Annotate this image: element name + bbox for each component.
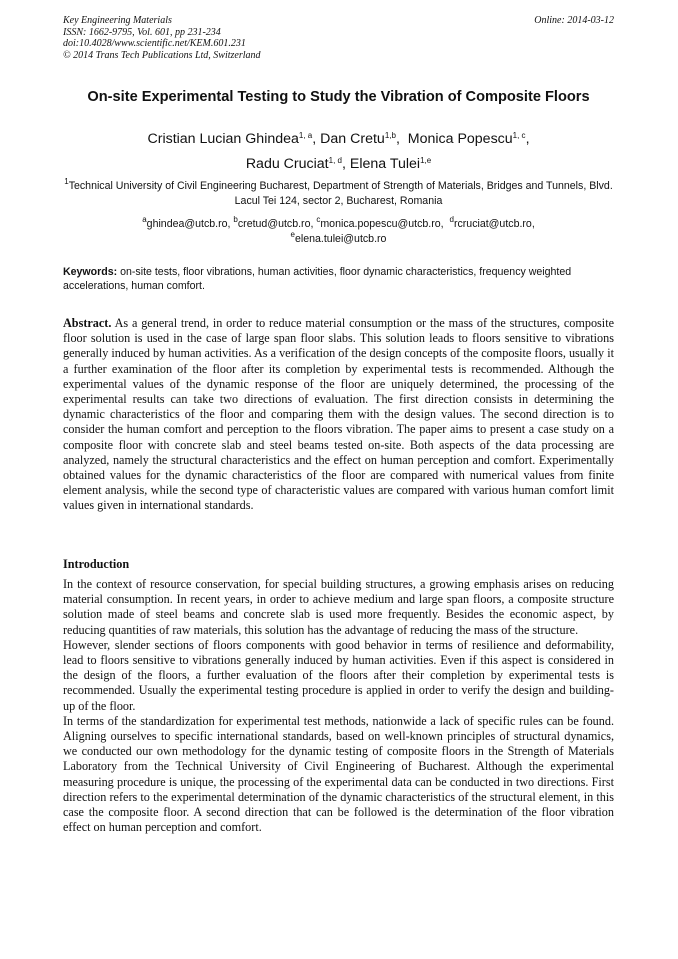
author-name: Elena Tulei bbox=[349, 156, 421, 172]
email-sup: c bbox=[316, 215, 321, 224]
email-sup: d bbox=[449, 215, 454, 224]
email-address: monica.popescu@utcb.ro bbox=[320, 218, 441, 230]
author-sup: 1, d bbox=[328, 156, 342, 165]
email-line-1: $^a$ghindea@utcb.ro, $^b$cretud@utcb.ro, $^c$monica.popescu@utcb.ro, $^d$rcruciat@utcb.ro, bbox=[142, 215, 535, 230]
author-line-1: Cristian Lucian Ghindea$^{1, a}$, Dan Cretu$^{1,b}$, Monica Popescu$^{1, c}$, bbox=[147, 131, 530, 147]
author-name: Cristian Lucian Ghindea bbox=[147, 131, 299, 147]
email-address: elena.tulei@utcb.ro bbox=[295, 232, 387, 245]
email-sup: e bbox=[290, 229, 295, 239]
affiliation-text: Technical University of Civil Engineering Bucharest, Department of Strength of Materials, Bridges and Tunnels, Blvd. Lacul Tei 124, sector 2, Bucharest, Romania bbox=[68, 180, 613, 207]
author-line-2: Radu Cruciat$^{1, d}$, Elena Tulei$^{1,e}$ bbox=[245, 156, 432, 172]
abstract-label: Abstract. bbox=[63, 316, 112, 330]
paragraph: In the context of resource conservation, for special building structures, a growing emphasis arises on reducing material consumption. In recent years, in order to achieve medium and large span floors, a composite structure solution made of steel beams and concrete slab is used more frequently. Besides the economic aspect, by reducing quantities of raw materials, this solution has the advantage of reducing the mass of the structure. bbox=[63, 577, 614, 637]
introduction-body bbox=[63, 577, 614, 835]
abstract-text: As a general trend, in order to reduce material consumption or the mass of the structures, composite floor solution is used in the case of large span floor slabs. This solution leads to floors sensitive to vibrations generally induced by human activities. As a verification of the design concepts of the composite floors, usually it a further examination of the floor after its completion by experimental tests is recommended. Although the experimental values of the dynamic response of the floor are uniquely determined, the processing of the experimental results can take two directions of evaluation. The first direction consists in determining the dynamic characteristics of the floor and comparing them with the design values. The second direction is to consider the human comfort and perception to the floors vibration. The paper aims to present a case study on a composite floor with concrete slab and steel beams tested on-site. Both aspects of the data processing are analyzed, namely the structural characteristics and the effect on human perception and comfort. Experimentally obtained values for the dynamic characteristics of the floor are compared with numerical values from finite element analysis, while the second type of characteristic values are compared with various human comfort limit values given in international standards. bbox=[63, 316, 614, 513]
email-line-2 bbox=[63, 229, 614, 247]
author-sup: 1, a bbox=[298, 131, 313, 140]
email-sup: b bbox=[233, 215, 238, 224]
email-address: rcruciat@utcb.ro bbox=[453, 218, 532, 230]
section-heading-introduction: Introduction bbox=[63, 557, 130, 571]
journal-header bbox=[63, 15, 614, 61]
email-address: ghindea@utcb.ro bbox=[146, 218, 228, 230]
author-name: Radu Cruciat bbox=[245, 156, 329, 172]
abstract bbox=[63, 316, 614, 514]
paragraph: In terms of the standardization for experimental test methods, nationwide a lack of specific rules can be found. Aligning ourselves to specific international standards, based on well-known principles of structural dynamics, we conducted our own methodology for the dynamic testing of composite floors in the Strength of Materials Laboratory from the Technical University of Civil Engineering of Bucharest. Although the experimental measuring procedure is unique, the processing of the experimental data can be conducted in two directions. First direction refers to the experimental determination of the dynamic characteristics of the structural element, in this case the composite floor. A second direction that can be followed is the determination of the floor vibration effect on human perception and comfort. bbox=[63, 713, 614, 835]
author-list bbox=[63, 127, 614, 177]
email-list bbox=[63, 217, 614, 246]
author-name: Dan Cretu bbox=[320, 131, 385, 147]
email-sup: a bbox=[142, 215, 147, 224]
doi-line: doi:10.4028/www.scientific.net/KEM.601.231 bbox=[63, 38, 246, 49]
affiliation-sup: 1 bbox=[64, 177, 69, 186]
author-sup: 1,e bbox=[420, 156, 432, 165]
author-sup: 1, c bbox=[512, 131, 526, 140]
paper-title: On-site Experimental Testing to Study the Vibration of Composite Floors bbox=[87, 89, 590, 105]
email-address: cretud@utcb.ro bbox=[237, 218, 311, 230]
paragraph: However, slender sections of floors components with good behavior in terms of resilience and deformability, lead to floors sensitive to vibrations generally induced by human activities. Even if this aspect is considered in the design of the floors, a further evaluation of the floors after their completion by experimental tests is recommended. Usually the experimental testing procedure is applied in order to verify the design and building-up of the floor. bbox=[63, 637, 614, 713]
keywords-text: on-site tests, floor vibrations, human activities, floor dynamic characteristics, frequency weighted accelerations, human comfort. bbox=[63, 266, 572, 292]
affiliation bbox=[63, 179, 614, 209]
author-name: Monica Popescu bbox=[407, 131, 513, 147]
online-date: Online: 2014-03-12 bbox=[534, 15, 614, 26]
author-sup: 1,b bbox=[384, 131, 396, 140]
keywords-label: Keywords: bbox=[63, 266, 118, 278]
copyright-line: © 2014 Trans Tech Publications Ltd, Switzerland bbox=[63, 49, 261, 61]
issn-line: ISSN: 1662-9795, Vol. 601, pp 231-234 bbox=[63, 26, 221, 38]
journal-name: Key Engineering Materials bbox=[63, 15, 172, 26]
keywords bbox=[63, 266, 614, 294]
